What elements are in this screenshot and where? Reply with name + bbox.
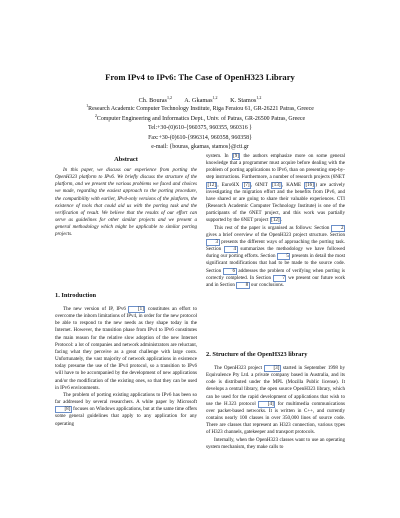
- section-link[interactable]: 7: [273, 275, 287, 282]
- citation-link[interactable]: [16]: [305, 181, 314, 188]
- sec2-paragraph-2: Internally, when the OpenH323 classes want to use an operating system mechanism, they make calls to: [206, 436, 345, 450]
- abstract-text: In this paper, we discuss our experience from porting the OpenH323 platform to IPv6. We briefly discuss the structure of the platform, and we present the various problems we faced and choices we made, regarding the easiest approach to the porting procedure, the compatibility with earlier, IPv4-only versions of the platform, the existence of tools that could aid us with the porting task and the verification of result. We believe that the results of our effort can serve as guidelines for other similar projects and we present a general methodology which might be applicable to similar porting projects.: [55, 167, 197, 238]
- fax: Fax:+30-(0)610-{996314, 960358, 960358}: [148, 134, 252, 141]
- affiliations: [0, 105, 400, 153]
- intro-paragraph-1: The new version of IP, IPv6 [1] constitutes an effort to overcome the inborn limitations of IPv4, in order for the new protocol be able to respond to the new needs as they shape today in the Internet. However, the transition phase from IPv4 to IPv6 constitutes the main reason for the relative slow adoption of the new Internet Protocol: a lot of companies and network administrators are reluctant, facing what they perceive as a great challenge with large costs. Unfortunately, the vast majority of network applications in existence today presume the use of the IPv4 protocol, so a transition to IPv6 will have to be accompanied by the development of new applications and/or the modification of the existing ones, so that they can be used in IPv6 environments.: [55, 306, 197, 391]
- section-link[interactable]: 6: [223, 268, 237, 275]
- intro-paragraph-2: The problem of porting existing applications to IPv6 has been so far addressed by several researchers. A white paper by Microsoft [8] focuses on Windows applications, but at the same time offers some general guidelines that apply to any application for any operating: [55, 391, 197, 427]
- author: K. Stamos$^{1,2}$: [230, 94, 262, 104]
- section-2-heading: 2. Structure of the OpenH323 library: [206, 351, 308, 358]
- telephone: Tel:+30-(0)610-{960375, 960355, 960316 }: [148, 125, 252, 132]
- sec2-paragraph-1: The OpenH323 project [3] started in September 1998 by Equivalence Pty Ltd. a private company based in Australia, and its code is distributed under the MPL (Mozilla Public license). It develops a central library, the open source OpenH323 library, which can be used for the rapid development of applications that wish to use the H.323 protocol [4] for multimedia communications over packet-based networks. It is written in C++, and currently contains nearly 100 classes in over 350,000 lines of source code. There are classes that represent an H323 connection, various types of H323 channels, gatekeeper and transport protocols.: [206, 365, 345, 436]
- email: e-mail: {bouras, gkamas, stamos}@cti.gr: [151, 144, 249, 151]
- section-link[interactable]: 4: [224, 246, 238, 253]
- author-line: [0, 94, 400, 104]
- right-column-top: [206, 153, 345, 289]
- abstract-heading: Abstract: [114, 156, 138, 163]
- citation-link[interactable]: [8]: [55, 406, 72, 413]
- citation-link[interactable]: [12]: [271, 217, 280, 224]
- section-1-heading: 1. Introduction: [55, 292, 97, 299]
- citation-link[interactable]: [1]: [128, 306, 145, 313]
- citation-link[interactable]: [13]: [272, 181, 281, 188]
- citation-link[interactable]: [12]: [207, 181, 216, 188]
- section-1-body: [55, 306, 197, 428]
- affiliation-1: $^1$Research Academic Computer Technology Institute, Riga Feraiou 61, GR-26221 Patras, Greece: [86, 103, 314, 112]
- section-link[interactable]: 3: [206, 239, 220, 246]
- citation-link[interactable]: [9]: [233, 153, 239, 159]
- citation-link[interactable]: [3]: [264, 365, 281, 372]
- citation-link[interactable]: [4]: [258, 401, 275, 408]
- paper-title: From IPv4 to IPv6: The Case of OpenH323 Library: [105, 72, 295, 82]
- section-link[interactable]: 5: [277, 253, 291, 260]
- related-work-paragraph: system. In [9] the authors emphasize more on some general knowledge that a programmer must acquire before dealing with the problem of porting applications to IPv6, than on presenting step-by-step instructions. Furthermore, a number of research projects (6NET [12] , Euro6IX [7] , 6INIT [13] , KAME [16] ) are actively investigating the migration effort and the benefits from IPv6, and have shared or are going to share their valuable experiences. CTI (Research Academic Computer Technology Institute) is one of the participants of the 6NET project, and this work was partially supported by the 6NET project [12] .: [206, 153, 345, 224]
- section-2-body: [206, 365, 345, 451]
- outline-paragraph: This rest of the paper is organised as follows: Section 2 gives a brief overview of the OpenH323 project structure. Section 3 presents the different ways of approaching the porting task. Section 4 summarizes the methodology we have followed during our porting efforts. Section 5 presents in detail the most significant modifications that had to be made to the source code. Section 6 addresses the problem of verifying when porting is correctly completed. In Section 7 we present our future work and in Section 8 our conclusions.: [206, 224, 346, 288]
- section-link[interactable]: 8: [236, 282, 250, 289]
- author: Ch. Bouras$^{1,2}$: [138, 94, 172, 104]
- author: A. Gkamas$^{1,2}$: [184, 94, 218, 104]
- affiliation-2: $^2$Computer Engineering and Informatics Dept., Univ. of Patras, GR-26500 Patras, Greece: [94, 112, 306, 122]
- citation-link[interactable]: [7]: [243, 181, 250, 188]
- section-link[interactable]: 2: [331, 225, 345, 232]
